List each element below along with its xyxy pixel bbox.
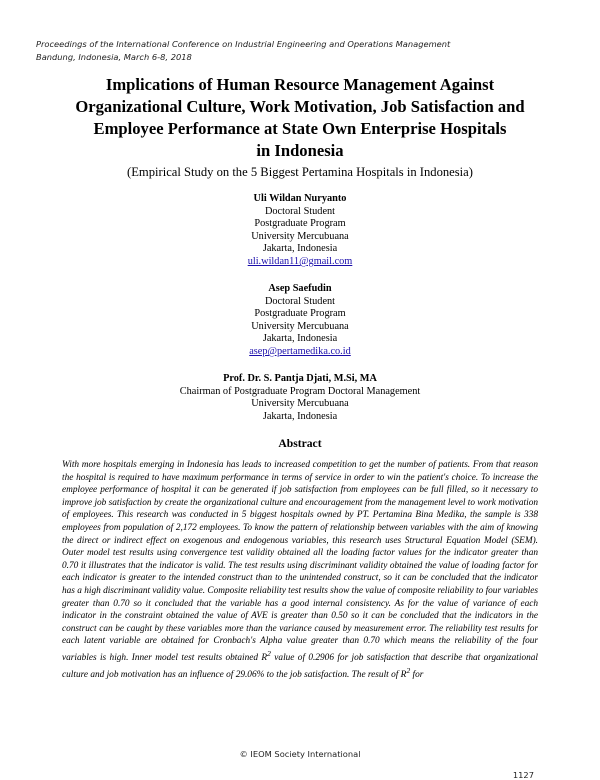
paper-title [40,74,560,162]
author-affiliation-line: Chairman of Postgraduate Program Doctoral Management [179,385,421,397]
abstract-text: for [410,669,424,680]
abstract-heading: Abstract [278,437,322,450]
abstract-body [62,459,538,681]
header-line-1: Proceedings of the International Conference on Industrial Engineering and Operations Management [36,39,451,49]
superscript: 2 [267,648,271,658]
author-email-link[interactable]: asep@pertamedika.co.id [249,345,351,357]
author-block-2 [0,283,600,359]
header-line-2: Bandung, Indonesia, March 6-8, 2018 [36,51,192,62]
author-affiliation-line: Jakarta, Indonesia [262,333,338,345]
author-affiliation-line: University Mercubuana [251,230,349,242]
author-affiliation-line: University Mercubuana [251,398,349,410]
title-line-1: Implications of Human Resource Management Against [105,75,495,94]
author-email-link[interactable]: uli.wildan11@gmail.com [247,255,353,267]
author-affiliation-line: Jakarta, Indonesia [262,243,338,255]
title-line-3: Employee Performance at State Own Enterprise Hospitals [93,119,507,138]
title-line-4: in Indonesia [256,141,344,160]
author-affiliation-line: Postgraduate Program [254,218,346,230]
page-number: 1127 [512,770,534,780]
abstract-text: With more hospitals emerging in Indonesia has leads to increased competition to get the number of patients. From that reason the hospital is required to have maximum performance in terms of service in order to win the patient's choice. To increase the employee performance of hospital it can be generated if job satisfaction from employees can be full filled, so it necessary to improve job satisfaction by create the organizational culture and encouragement from the management level to work motivation of employees. This research was conducted in 5 biggest hospitals owned by PT. Pertamina Bina Medika, the sample is 338 employees from population of 2,172 employees. To know the pattern of relationship between variables with the aim of knowing the direct or indirect effect on exogenous and endogenous variables, this research uses Structural Equation Model (SEM). Outer model test results using convergence test validity obtained all the loading factor values for the indicator greater than 0.70 it illustrates that the indicator is valid. The test results using discriminant validity obtained the value of loading factor for each indicator is greater to the intended construct than to the unintended construct, so it can be concluded that the indicator has a high discriminant validity value. Composite reliability test results show the value of composite reliability to four variables greater than 0.70 so it concluded that the variable has a good internal consistency. As for the value of variance of each indicator in the constraint obtained the value of AVE is greater than 0.50 so it can be concluded that the indicators in the construct can be caught by these variables more than the variance caused by measurement error. The reliability test results for each latent variable are obtained for Cronbach's Alpha value greater than 0.70 which means the reliability of the four variables is high. Inner model test results obtained R [62,460,538,663]
author-affiliation-line: Doctoral Student [264,205,336,217]
author-name: Asep Saefudin [268,283,332,294]
author-name: Prof. Dr. S. Pantja Djati, M.Si, MA [223,373,377,384]
author-block-3 [0,373,600,423]
author-block-1 [0,193,600,269]
running-header [36,38,450,63]
author-affiliation-line: Jakarta, Indonesia [262,410,338,422]
author-affiliation-line: University Mercubuana [251,320,349,332]
superscript: 2 [406,665,411,675]
author-affiliation-line: Doctoral Student [264,295,336,307]
paper-subtitle: (Empirical Study on the 5 Biggest Pertamina Hospitals in Indonesia) [127,165,473,179]
title-line-2: Organizational Culture, Work Motivation, Job Satisfaction and [75,97,525,116]
copyright-footer: © IEOM Society International [239,749,361,759]
abstract-text: value of 0.2906 for job satisfaction that describe that organizational culture and job motivation has an influence of 29.06% to the job satisfaction. The result of R [62,653,538,680]
author-name: Uli Wildan Nuryanto [253,193,347,204]
author-affiliation-line: Postgraduate Program [254,308,346,320]
